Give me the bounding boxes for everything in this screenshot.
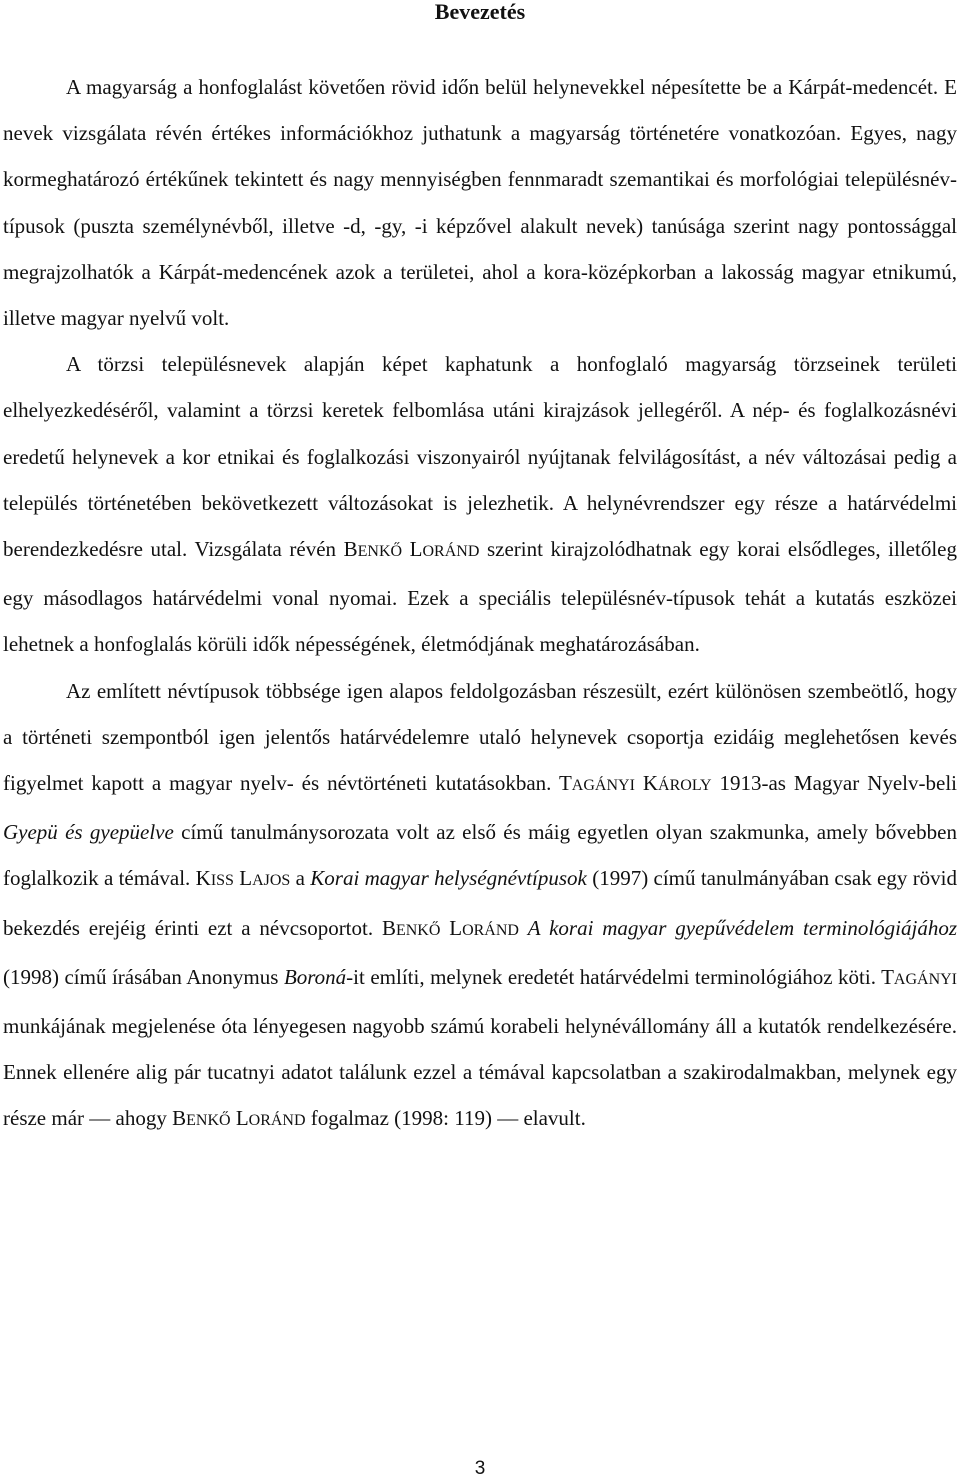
author-name-initial: L <box>230 1106 249 1131</box>
paragraph-2 <box>3 341 957 667</box>
paragraph-3-text-a: Az említett névtípusok többsége igen alapos feldolgozásban részesült, ezért különösen szembeötlő, hogy a történeti szempontból igen jelentős határvédelemre utaló helynevek csoportja ezidáig meglehetősen kevés figyelmet kapott a magyar nyelv- és névtörténeti kutatásokban. <box>3 678 957 796</box>
author-name-initial: L <box>402 537 423 562</box>
page-title: Bevezetés <box>434 0 526 24</box>
work-title-italic: A korai magyar gyepűvédelem terminológiájához <box>527 915 958 940</box>
author-name-smallcaps: ORÁND <box>248 1112 306 1130</box>
paragraph-2-text-a: A törzsi településnevek alapján képet kaphatunk a honfoglaló magyarság törzseinek területi elhelyezkedéséről, valamint a törzsi keretek felbomlása utáni kirajzások jellegéről. A nép- és foglalkozásnévi eredetű helynevek a kor etnikai és foglalkozási viszonyairól nyújtanak felvilágosítást, a név változásai pedig a település történetében bekövetkezett változásokat is jelezhetik. A helynévrendszer egy része a határvédelmi berendezkedésre utal. Vizsgálata révén <box>3 352 957 562</box>
author-name-initial: B <box>172 1106 187 1131</box>
paragraph-3-text-d: a <box>290 866 311 891</box>
paragraph-3-text-g: (1998) című írásában Anonymus <box>3 964 284 989</box>
paragraph-3-text-j: fogalmaz (1998: 119) — elavult. <box>305 1106 586 1131</box>
work-title-italic: Gyepü és gyepüelve <box>3 820 174 845</box>
author-name-initial: K <box>195 866 211 891</box>
author-name-initial: T <box>881 964 894 989</box>
page-number: 3 <box>474 1458 486 1479</box>
work-title-italic: Korai magyar helységnévtípusok <box>310 866 587 891</box>
author-name-smallcaps: ENKŐ <box>395 921 441 939</box>
author-name-smallcaps: ENKŐ <box>186 1112 231 1130</box>
paragraph-2-text-b: szerint kirajzolódhatnak egy korai elsődleges, illetőleg egy másodlagos határvédelmi vonal nyomai. Ezek a speciális településnév-típusok tehát a kutatás eszközei lehetnek a honfoglalás körüli idők népességének, életmódjának meghatározásában. <box>3 537 957 657</box>
author-name-initial: L <box>440 915 463 940</box>
paragraph-3-text-f <box>519 916 528 940</box>
paragraph-1 <box>3 64 957 341</box>
paragraph-3-text-b: 1913-as Magyar Nyelv-beli <box>711 771 957 796</box>
paragraph-3-text-e: (1997) című tanulmányában csak egy rövid bekezdés erejéig érinti ezt a névcsoportot. <box>3 866 958 940</box>
author-name-smallcaps: AGÁNYI <box>571 777 635 795</box>
author-name-initial: B <box>381 915 396 940</box>
author-name-smallcaps: ENKŐ <box>357 543 403 561</box>
paragraph-1-text: A magyarság a honfoglalást követően rövid időn belül helynevekkel népesítette be a Kárpát-medencét. E nevek vizsgálata révén értékes információkhoz juthatunk a magyarság történetére vonatkozóan. Egyes, nagy kormeghatározó értékűnek tekintett és nagy mennyiségben fennmaradt szemantikai és morfológiai településnév-típusok (puszta személynévből, illetve -d, -gy, -i képzővel alakult nevek) tanúsága szerint nagy pontossággal megrajzolhatók a Kárpát-medencének azok a területei, ahol a kora-középkorban a lakosság magyar etnikumú, illetve magyar nyelvű volt. <box>3 75 957 331</box>
author-name-initial: L <box>233 866 253 891</box>
paragraph-3 <box>3 668 957 1145</box>
paragraph-3-text-c: című tanulmánysorozata volt az első és máig egyetlen olyan szakmunka, amely bővebben foglalkozik a témával. <box>3 820 957 891</box>
author-name-smallcaps: ORÁND <box>422 543 480 561</box>
paragraph-3-text-h: -it említi, melynek eredetét határvédelmi terminológiához köti. <box>346 964 882 989</box>
author-name-smallcaps: ISS <box>210 872 234 890</box>
author-name-smallcaps: ORÁND <box>462 921 519 939</box>
author-name-smallcaps: ÁROLY <box>658 777 712 795</box>
author-name-initial: T <box>558 771 572 796</box>
author-name-initial: B <box>343 537 358 562</box>
work-title-italic: Boroná <box>283 964 347 989</box>
author-name-smallcaps: AGÁNYI <box>893 970 958 988</box>
document-body <box>3 64 957 1145</box>
paragraph-3-text-i: munkájának megjelenése óta lényegesen nagyobb számú korabeli helynévállomány áll a kutatók rendelkezésére. Ennek ellenére alig pár tucatnyi adatot találunk ezzel a témával kapcsolatban a szakirodalmakban, melynek egy része már — ahogy <box>3 1014 957 1131</box>
author-name-initial: K <box>634 771 659 796</box>
author-name-smallcaps: AJOS <box>252 872 291 890</box>
